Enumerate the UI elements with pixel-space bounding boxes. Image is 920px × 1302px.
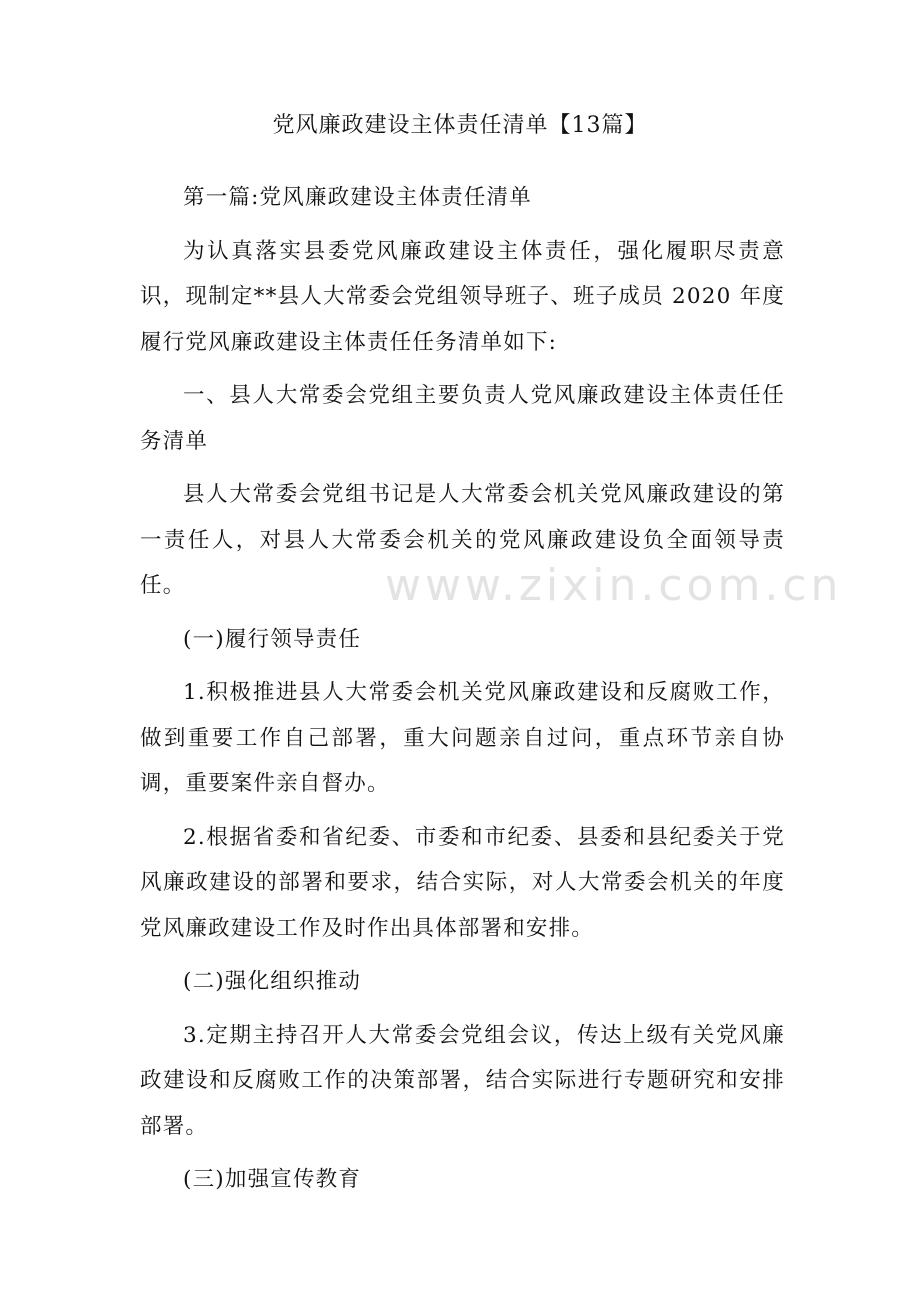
document-body [140,175,785,1203]
watermark: www.zixin.com.cn [385,560,843,611]
paragraph-heading: 一、县人大常委会党组主要负责人党风廉政建设主体责任任务清单 [140,383,785,454]
paragraph: 为认真落实县委党风廉政建设主体责任，强化履职尽责意识，现制定**县人大常委会党组领导班子、班子成员 2020 年度履行党风廉政建设主体责任任务清单如下: [140,238,785,355]
document-title: 党风廉政建设主体责任清单【13篇】 [272,113,648,138]
section-heading: 第一篇:党风廉政建设主体责任清单 [183,185,532,210]
subheading: (三)加强宣传教育 [183,1167,362,1192]
paragraph: 县人大常委会党组书记是人大常委会机关党风廉政建设的第一责任人，对县人大常委会机关的党风廉政建设负全面领导责任。 [140,482,785,598]
subheading: (二)强化组织推动 [183,969,362,994]
paragraph: 3.定期主持召开人大常委会党组会议，传达上级有关党风廉政建设和反腐败工作的决策部署，结合实际进行专题研究和安排部署。 [140,1022,785,1139]
paragraph: 1.积极推进县人大常委会机关党风廉政建设和反腐败工作，做到重要工作自己部署，重大问题亲自过问，重点环节亲自协调，重要案件亲自督办。 [140,680,785,796]
subheading: (一)履行领导责任 [183,626,362,652]
paragraph: 2.根据省委和省纪委、市委和市纪委、县委和县纪委关于党风廉政建设的部署和要求，结合实际，对人大常委会机关的年度党风廉政建设工作及时作出具体部署和安排。 [140,824,785,941]
